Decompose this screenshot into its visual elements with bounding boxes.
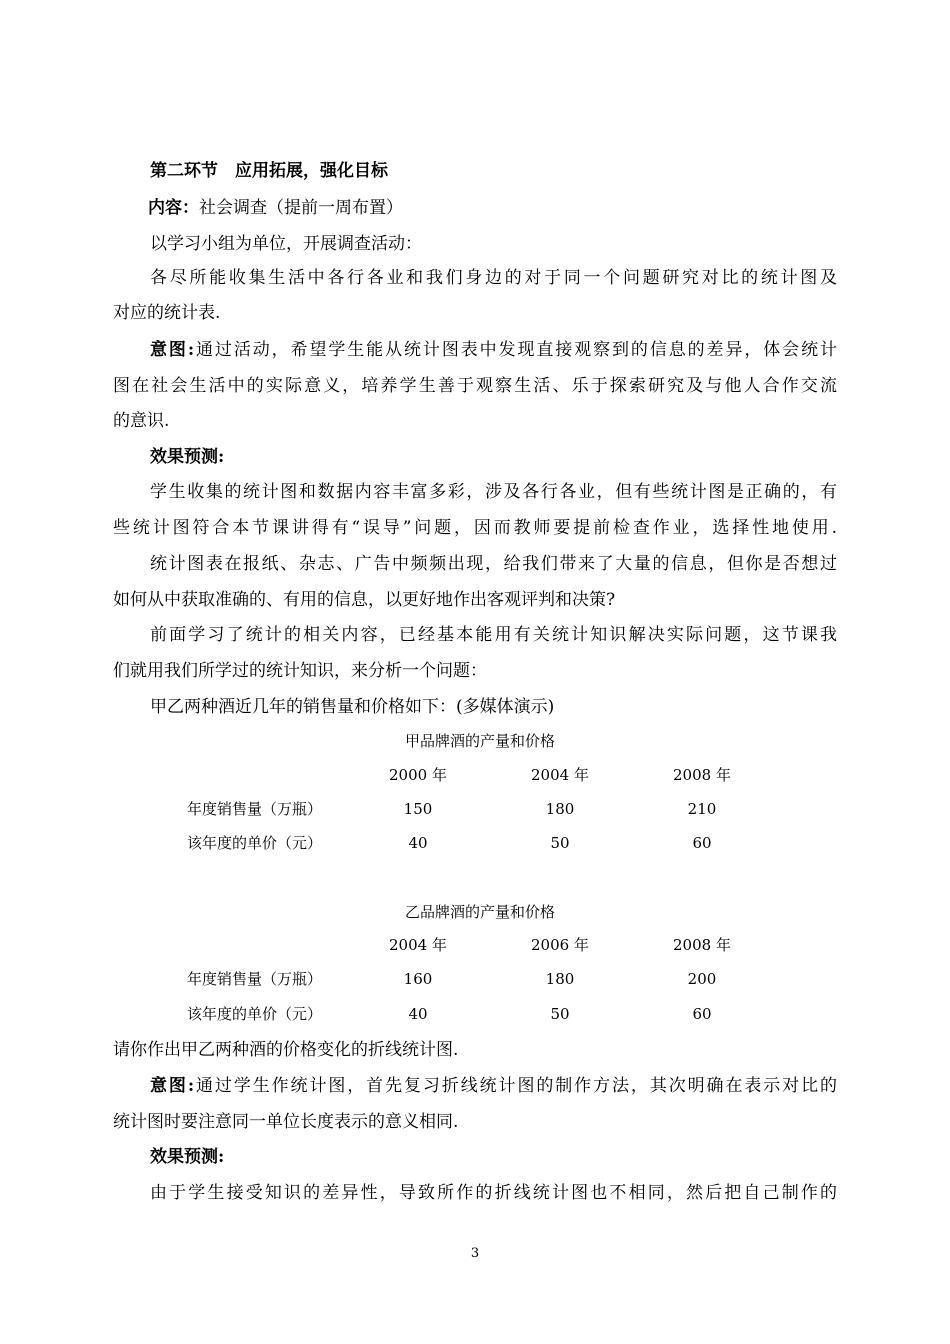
intent-2-line-2: 统计图时要注意同一单位长度表示的意义相同.: [113, 1112, 459, 1132]
intent-2-text: 通过学生作统计图，首先复习折线统计图的制作方法，其次明确在表示对比的: [194, 1076, 837, 1096]
paragraph-5-line-1: 前面学习了统计的相关内容，已经基本能用有关统计知识解决实际问题，这节课我: [150, 625, 837, 645]
table-a-year: 2004 年: [531, 766, 589, 784]
table-a-row-label: 年度销售量（万瓶）: [187, 800, 323, 818]
table-b-year: 2004 年: [389, 936, 447, 954]
section-title: 第二环节 应用拓展，强化目标: [150, 161, 388, 181]
table-b-cell: 40: [408, 1005, 428, 1023]
table-a-cell: 40: [408, 834, 428, 852]
paragraph-3-line-2: 些统计图符合本节课讲得有“误导”问题，因而教师要提前检查作业，选择性地使用.: [113, 518, 837, 538]
table-b-cell: 60: [692, 1005, 712, 1023]
paragraph-2-line-2: 对应的统计表.: [113, 303, 221, 323]
table-b-year: 2006 年: [531, 936, 589, 954]
paragraph-7: 请你作出甲乙两种酒的价格变化的折线统计图.: [113, 1040, 459, 1060]
table-b-title: 乙品牌酒的产量和价格: [404, 903, 555, 921]
table-b-row-label: 年度销售量（万瓶）: [187, 970, 323, 988]
paragraph-2-line-1: 各尽所能收集生活中各行各业和我们身边的对于同一个问题研究对比的统计图及: [150, 268, 837, 288]
table-a-cell: 210: [687, 800, 717, 818]
table-a-cell: 180: [545, 800, 575, 818]
table-b-cell: 50: [550, 1005, 570, 1023]
paragraph-4-line-2: 如何从中获取准确的、有用的信息，以更好地作出客观评判和决策?: [113, 590, 616, 610]
table-b-cell: 160: [403, 970, 433, 988]
effect-2-label: 效果预测:: [150, 1147, 225, 1167]
paragraph-5-line-2: 们就用我们所学过的统计知识，来分析一个问题：: [113, 661, 487, 681]
table-b-cell: 180: [545, 970, 575, 988]
table-a-row-label: 该年度的单价（元）: [187, 834, 323, 852]
paragraph-1: 以学习小组为单位，开展调查活动：: [150, 234, 422, 254]
intent-1-line-2: 图在社会生活中的实际意义，培养学生善于观察生活、乐于探索研究及与他人合作交流: [113, 376, 837, 396]
intent-2-label: 意图:: [150, 1076, 195, 1096]
content-text: 社会调查（提前一周布置）: [199, 198, 403, 218]
intent-1-text: 通过活动，希望学生能从统计图表中发现直接观察到的信息的差异，体会统计: [194, 340, 837, 360]
table-a-title: 甲品牌酒的产量和价格: [404, 732, 555, 750]
intent-2-line-1: [150, 1074, 837, 1098]
page-number: 3: [470, 1246, 480, 1261]
table-a-cell: 50: [550, 834, 570, 852]
paragraph-8: 由于学生接受知识的差异性，导致所作的折线统计图也不相同，然后把自己制作的: [150, 1183, 837, 1203]
intent-1-label: 意图:: [150, 340, 195, 360]
intent-1-line-1: [150, 338, 837, 362]
paragraph-3-line-1: 学生收集的统计图和数据内容丰富多彩，涉及各行各业，但有些统计图是正确的，有: [150, 482, 837, 502]
table-b-year: 2008 年: [673, 936, 731, 954]
content-line: [148, 196, 872, 220]
table-a-cell: 60: [692, 834, 712, 852]
paragraph-4-line-1: 统计图表在报纸、杂志、广告中频频出现，给我们带来了大量的信息，但你是否想过: [150, 554, 837, 574]
table-a-year: 2000 年: [389, 766, 447, 784]
paragraph-6: 甲乙两种酒近几年的销售量和价格如下：(多媒体演示): [150, 697, 555, 717]
table-a-cell: 150: [403, 800, 433, 818]
content-label: 内容：: [148, 198, 199, 218]
effect-1-label: 效果预测:: [150, 447, 225, 467]
intent-1-line-3: 的意识.: [113, 411, 170, 431]
table-b-cell: 200: [687, 970, 717, 988]
table-a-year: 2008 年: [673, 766, 731, 784]
table-b-row-label: 该年度的单价（元）: [187, 1005, 323, 1023]
